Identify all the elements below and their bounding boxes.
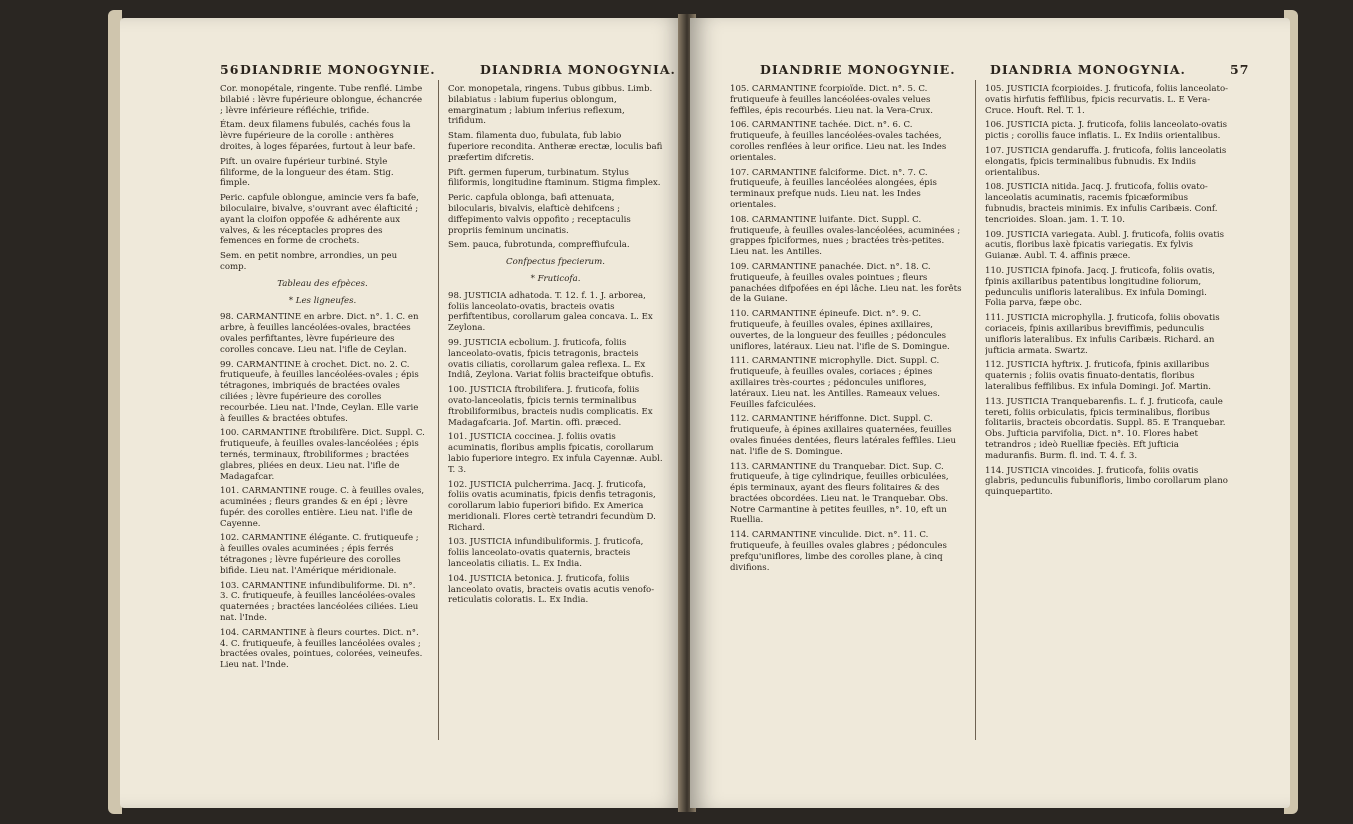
entry-paragraph: 102. CARMANTINE élégante. C. frutiqueufe ; à feuilles ovales acuminées ; épis ferrés tétragones ; lèvre fupérieure des corolles bifide. Lieu nat. l'Amérique méridionale. <box>220 533 419 576</box>
entry-paragraph: 106. JUSTICIA picta. J. fruticofa, foliis lanceolato-ovatis pictis ; corollis fauce inflatis. L. Ex Indiis orientalibus. <box>985 120 1227 142</box>
entry-paragraph: 103. CARMANTINE infundibuliforme. Di. n°. 3. C. frutiqueufe, à feuilles lancéolées-ovales quaternées ; bractées lancéolées ciliées. Lieu nat. l'Inde. <box>220 580 419 624</box>
entry-paragraph: 108. JUSTICIA nitida. Jacq. J. fruticofa, foliis ovato-lanceolatis acuminatis, racemis fpicæformibus fubnudis, bracteis minimis. Ex infulis Caribæis. Conf. tencrioides. Sloan. jam. 1. T. 10. <box>985 182 1218 225</box>
entry-paragraph: Cor. monopétale, ringente. Tube renflé. Limbe bilabié : lèvre fupérieure oblongue, échancrée ; lèvre inférieure réfléchie, trifide. <box>220 84 423 116</box>
entry-paragraph: Confpectus fpecierum. <box>506 257 605 268</box>
entry-paragraph: 114. CARMANTINE vinculide. Dict. n°. 11. C. frutiqueufe, à feuilles ovales glabres ; pédoncules prefqu'uniflores, limbe des corolles plane, à cinq divifions. <box>730 530 947 573</box>
entry-paragraph: 110. CARMANTINE épineufe. Dict. n°. 9. C. frutiqueufe, à feuilles ovales, épines axillaires, ouvertes, de la longueur des feuilles ; pédoncules uniflores, latéraux. Lieu nat. l'ifle de S. Domingue. <box>730 309 950 352</box>
entry-paragraph: 109. CARMANTINE panachée. Dict. n°. 18. C. frutiqueufe, à feuilles ovales pointues ; fleurs panachées difpofées en épi lâche. Lieu nat. les forêts de la Guiane. <box>730 261 962 305</box>
entry-paragraph: 107. JUSTICIA gendaruffa. J. fruticofa, foliis lanceolatis elongatis, fpicis terminalibus fubnudis. Ex Indiis orientalibus. <box>985 145 1227 178</box>
entry-paragraph: 100. CARMANTINE ftrobilifère. Dict. Suppl. C. frutiqueufe, à feuilles ovales-lancéolées ; épis ternés, terminaux, ftrobiliformes ; bractées glabres, pliées en deux. Lieu nat. l'ifle de Madagafcar. <box>220 428 425 482</box>
entry-paragraph: Tableau des efpèces. <box>277 278 368 289</box>
entry-paragraph: 104. CARMANTINE à fleurs courtes. Dict. n°. 4. C. frutiqueufe, à feuilles lancéolées ovales ; bractées ovales, pointues, colorées, veineufes. Lieu nat. l'Inde. <box>220 627 423 671</box>
entry-paragraph: Étam. deux filamens fubulés, cachés fous la lèvre fupérieure de la corolle : anthères droites, à loges féparées, furtout à leur bafe. <box>220 120 416 152</box>
entry-paragraph: 100. JUSTICIA ftrobilifera. J. fruticofa, foliis ovato-lanceolatis, fpicis ternis terminalibus ftrobiliformibus, bracteis nudis complicatis. Ex Madagafcaria. Jof. Martin. offi. præced. <box>448 385 653 428</box>
entry-paragraph: 98. JUSTICIA adhatoda. T. 12. f. 1. J. arborea, foliis lanceolato-ovatis, bracteis ovatis perfiftentibus, corollarum galea concava. L. Ex Zeylona. <box>448 290 653 334</box>
left-head-latin: DIANDRIA MONOGYNIA. <box>480 62 676 77</box>
right-head-latin: DIANDRIA MONOGYNIA. <box>990 62 1186 77</box>
entry-paragraph: 106. CARMANTINE tachée. Dict. n°. 6. C. frutiqueufe, à feuilles lancéolées-ovales tachées, corolles renflées à leur orifice. Lieu nat. les Indes orientales. <box>730 120 947 163</box>
entry-paragraph: 99. CARMANTINE à crochet. Dict. no. 2. C. frutiqueufe, à feuilles lancéolées-ovales ; épis tétragones, imbriqués de bractées ovales ciliées ; lèvre fupérieure des corolles recourbée. Lieu nat. l'Inde, Ceylan. Elle varie à feuilles & bractées obtufes. <box>220 359 419 424</box>
entry-paragraph: * Les ligneufes. <box>288 295 357 306</box>
right-page-number: 57 <box>1230 62 1250 77</box>
entry-paragraph: 113. JUSTICIA Tranquebarenfis. L. f. J. fruticofa, caule tereti, foliis orbiculatis, fpicis terminalibus, floribus folitariis, bracteis obcordatis. Suppl. 85. E Tranquebar. Obs. Jufticia parvifolia, Dict. n°. 10. Flores habet tetrandros ; ideò Ruelliæ fpeciès. Eft jufticia maduranfis. Burm. fl. ind. T. 4. f. 3. <box>985 396 1226 461</box>
entry-paragraph: Peric. capfule oblongue, amincie vers fa bafe, biloculaire, bivalve, s'ouvrant avec élafticité ; ayant la cloifon oppofée & adhérente aux valves, & les réceptacles propres des femences en forme de crochets. <box>220 193 419 247</box>
entry-paragraph: Peric. capfula oblonga, bafi attenuata, bilocularis, bivalvis, elafticè dehifcens ; diffepimento valvis oppofito ; receptaculis propriis feminum uncinatis. <box>448 193 631 236</box>
entry-paragraph: 114. JUSTICIA vincoides. J. fruticofa, foliis ovatis glabris, pedunculis fubunifloris, limbo corollarum plano quinquepartito. <box>985 465 1228 498</box>
entry-paragraph: 99. JUSTICIA ecbolium. J. fruticofa, foliis lanceolato-ovatis, fpicis tetragonis, bracteis ovatis ciliatis, corollarum galea reflexa. L. Ex Indiâ, Zeylona. Variat foliis bracteifque obtufis. <box>448 337 654 381</box>
entry-paragraph: 111. CARMANTINE microphylle. Dict. Suppl. C. frutiqueufe, à feuilles ovales, coriaces ; épines axillaires très-courtes ; pédoncules uniflores, latéraux. Lieu nat. les Antilles. Rameaux velues. Feuilles fafciculées. <box>730 356 940 410</box>
entry-paragraph: 107. CARMANTINE falciforme. Dict. n°. 7. C. frutiqueufe, à feuilles lancéolées alongées, épis terminaux prefque nuds. Lieu nat. les Indes orientales. <box>730 167 937 210</box>
entry-paragraph: 108. CARMANTINE luifante. Dict. Suppl. C. frutiqueufe, à feuilles ovales-lancéolées, acuminées ; grappes fpiciformes, nues ; bractées très-petites. Lieu nat. les Antilles. <box>730 214 961 258</box>
entry-paragraph: Sem. pauca, fubrotunda, compreffiufcula. <box>448 240 630 251</box>
right-column-latin <box>985 84 1230 794</box>
entry-paragraph: Pift. germen fuperum, turbinatum. Stylus filiformis, longitudine ftaminum. Stigma fimplex. <box>448 167 661 189</box>
column-rule <box>438 80 439 740</box>
left-column-french <box>220 84 425 794</box>
entry-paragraph: Sem. en petit nombre, arrondies, un peu comp. <box>220 251 398 272</box>
right-head-french: DIANDRIE MONOGYNIE. <box>760 62 956 77</box>
entry-paragraph: 109. JUSTICIA variegata. Aubl. J. fruticofa, foliis ovatis acutis, floribus laxè fpicatis variegatis. Ex fylvis Guianæ. Aubl. T. 4. affinis præce. <box>985 229 1225 262</box>
entry-paragraph: 98. CARMANTINE en arbre. Dict. n°. 1. C. en arbre, à feuilles lancéolées-ovales, bractées ovales perfiftantes, lèvre fupérieure des corolles concave. Lieu nat. l'ifle de Ceylan. <box>220 312 419 355</box>
entry-paragraph: 111. JUSTICIA microphylla. J. fruticofa, foliis obovatis coriaceis, fpinis axillaribus breviffimis, pedunculis unifloris lateralibus. Ex infulis Caribæis. Richard. an jufticia armata. Swartz. <box>985 313 1220 356</box>
entry-paragraph: Stam. filamenta duo, fubulata, fub labio fuperiore recondita. Antheræ erectæ, loculis bafi præfertim difcretis. <box>448 131 663 163</box>
left-head-french: DIANDRIE MONOGYNIE. <box>240 62 436 77</box>
right-page <box>690 18 1290 808</box>
entry-paragraph: Pift. un ovaire fupérieur turbiné. Style filiforme, de la longueur des étam. Stig. fimple. <box>220 156 394 189</box>
entry-paragraph: 102. JUSTICIA pulcherrima. Jacq. J. fruticofa, foliis ovatis acuminatis, fpicis denfis tetragonis, corollarum labio fuperiori bifido. Ex America meridionali. Flores certè tetrandri fecundùm D. Richard. <box>448 479 656 533</box>
entry-paragraph: 112. CARMANTINE hériffonne. Dict. Suppl. C. frutiqueufe, à épines axillaires quaternées, feuilles ovales finuées dentées, fleurs latérales feffiles. Lieu nat. l'ifle de S. Domingue. <box>730 414 956 457</box>
entry-paragraph: 113. CARMANTINE du Tranquebar. Dict. Sup. C. frutiqueufe, à tige cylindrique, feuilles orbiculées, épis terminaux, ayant des fleurs folitaires & des bractées obcordées. Lieu nat. le Tranquebar. Obs. Notre Carmantine à petites feuilles, n°. 10, eft un Ruellia. <box>730 461 949 526</box>
left-page <box>120 18 685 808</box>
entry-paragraph: 112. JUSTICIA hyftrix. J. fruticofa, fpinis axillaribus quaternis ; foliis ovatis finuato-dentatis, floribus lateralibus feffilibus. Ex infula Domingi. Jof. Martin. <box>985 360 1211 392</box>
column-rule <box>975 80 976 740</box>
entry-paragraph: 105. CARMANTINE fcorpioïde. Dict. n°. 5. C. frutiqueufe à feuilles lancéolées-ovales velues feffiles, épis recourbés. Lieu nat. la Vera-Crux. <box>730 84 934 116</box>
entry-paragraph: 101. JUSTICIA coccinea. J. foliis ovatis acuminatis, floribus amplis fpicatis, corollarum labio fuperiore integro. Ex infula Cayennæ. Aubl. T. 3. <box>448 432 663 475</box>
entry-paragraph: 101. CARMANTINE rouge. C. à feuilles ovales, acuminées ; fleurs grandes & en épi ; lèvre fupér. des corolles entière. Lieu nat. l'ifle de Cayenne. <box>220 486 425 529</box>
left-column-latin <box>448 84 663 794</box>
entry-paragraph: 110. JUSTICIA fpinofa. Jacq. J. fruticofa, foliis ovatis, fpinis axillaribus patentibus longitudine foliorum, pedunculis unifloris lateralibus. Ex infula Domingi. Folia parva, fæpe obc. <box>985 265 1215 309</box>
entry-paragraph: * Fruticofa. <box>530 273 581 284</box>
entry-paragraph: 105. JUSTICIA fcorpioides. J. fruticofa, foliis lanceolato-ovatis hirfutis feffilibus, fpicis recurvatis. L. E Vera-Cruce. Houft. Rel. T. 1. <box>985 84 1229 116</box>
entry-paragraph: Cor. monopetala, ringens. Tubus gibbus. Limb. bilabiatus : labium fuperius oblongum, emarginatum ; labium inferius reflexum, trifidum. <box>448 84 653 127</box>
entry-paragraph: 104. JUSTICIA betonica. J. fruticofa, foliis lanceolato ovatis, bracteis ovatis acutis venofo-reticulatis coloratis. L. Ex India. <box>448 573 655 606</box>
right-column-french <box>730 84 965 794</box>
entry-paragraph: 103. JUSTICIA infundibuliformis. J. fruticofa, foliis lanceolato-ovatis quaternis, bracteis lanceolatis ciliatis. L. Ex India. <box>448 537 644 570</box>
left-page-number: 56 <box>220 62 240 77</box>
